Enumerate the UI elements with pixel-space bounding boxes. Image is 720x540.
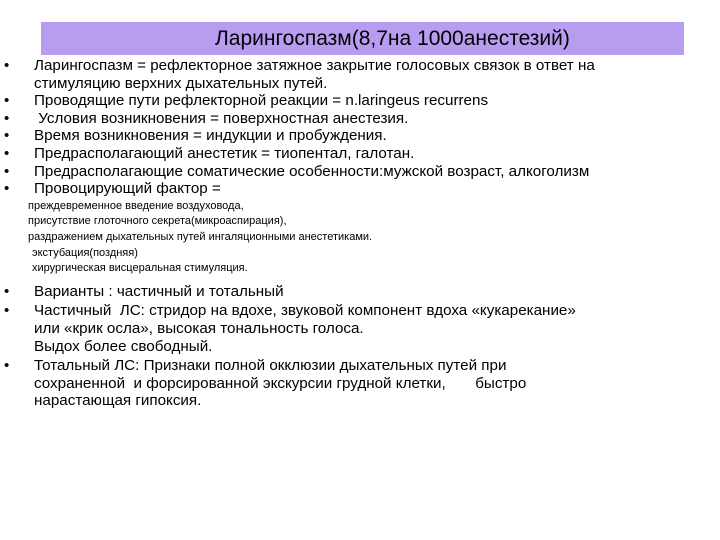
bullet-line: стимуляцию верхних дыхательных путей.	[34, 74, 328, 92]
bullet-line: Условия возникновения = поверхностная анестезия.	[34, 109, 409, 127]
bullet-somatic	[0, 163, 720, 181]
bullet-line: Выдох более свободный.	[34, 337, 213, 355]
factor-item: хирургическая висцеральная стимуляция.	[32, 262, 248, 275]
factor-item: экстубация(поздняя)	[32, 246, 138, 259]
factor-item: преждевременное введение воздуховода,	[28, 199, 244, 212]
bullet-anesthetic	[0, 145, 720, 163]
bullet-dot: •	[4, 127, 10, 145]
bullet-dot: •	[4, 57, 10, 74]
bullet-dot: •	[4, 109, 10, 127]
slide-content	[0, 57, 720, 410]
bullet-line: сохраненной и форсированной экскурсии грудной клетки, быстро	[34, 374, 527, 392]
slide-title: Ларингоспазм(8,7на 1000анестезий)	[215, 27, 570, 50]
bullet-line: Предрасполагающие соматические особенности:мужской возраст, алкоголизм	[34, 162, 590, 180]
bullet-line: Проводящие пути рефлекторной реакции = n.laringeus recurrens	[34, 92, 489, 110]
bullet-line: Частичный ЛС: стридор на вдохе, звуковой компонент вдоха «кукарекание»	[34, 302, 576, 320]
bullet-variants	[0, 283, 720, 301]
factor-list	[0, 199, 720, 277]
bullet-line: Провоцирующий фактор =	[34, 180, 221, 198]
bullet-partial	[0, 302, 720, 355]
bullet-dot: •	[4, 302, 10, 320]
bullet-line: или «крик осла», высокая тональность голоса.	[34, 319, 364, 337]
bullet-line: Предрасполагающий анестетик = тиопентал, галотан.	[34, 144, 415, 162]
bullet-line: Ларингоспазм = рефлекторное затяжное закрытие голосовых связок в ответ на	[34, 57, 595, 74]
bullet-pathways	[0, 92, 720, 110]
bullet-conditions	[0, 110, 720, 128]
bullet-dot: •	[4, 180, 10, 198]
bullet-line: Варианты : частичный и тотальный	[34, 282, 284, 300]
bullet-total	[0, 357, 720, 410]
bullet-dot: •	[4, 144, 10, 162]
bullet-line: нарастающая гипоксия.	[34, 392, 202, 410]
bullet-dot: •	[4, 282, 10, 300]
bullet-dot: •	[4, 162, 10, 180]
bullet-line: Тотальный ЛС: Признаки полной окклюзии дыхательных путей при	[34, 357, 507, 375]
bullet-line: Время возникновения = индукции и пробуждения.	[34, 127, 387, 145]
factor-item: присутствие глоточного секрета(микроаспирация),	[28, 215, 287, 228]
bullet-provoking	[0, 180, 720, 198]
bullet-definition	[0, 57, 720, 92]
bullet-timing	[0, 127, 720, 145]
bullet-dot: •	[4, 357, 10, 375]
factor-item: раздражением дыхательных путей ингаляционными анестетиками.	[28, 230, 373, 243]
bullet-dot: •	[4, 92, 10, 110]
